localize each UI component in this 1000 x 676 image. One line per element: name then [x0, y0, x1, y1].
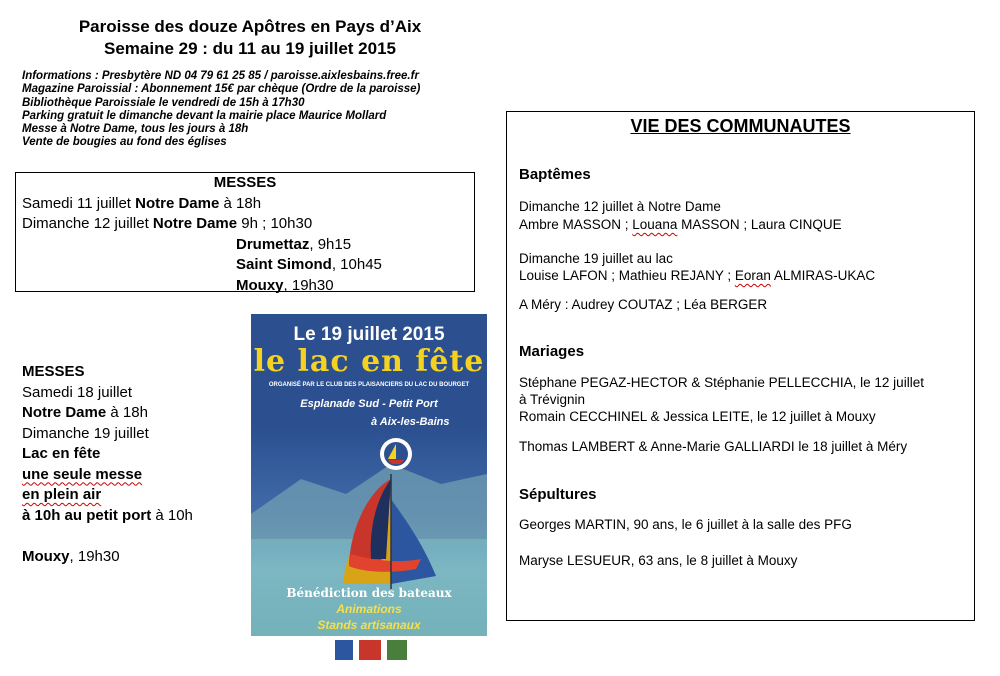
poster-date: Le 19 juillet 2015: [293, 324, 445, 345]
poster-city: à Aix-les-Bains: [371, 416, 450, 428]
sepulture-line: Maryse LESUEUR, 63 ans, le 8 juillet à Mouxy: [519, 553, 798, 568]
info-line: Vente de bougies au fond des églises: [22, 136, 227, 149]
vie-communautes-box: [506, 111, 975, 621]
mariage-line: à Trévignin: [519, 392, 586, 407]
mariage-line: Romain CECCHINEL & Jessica LEITE, le 12 juillet à Mouxy: [519, 409, 876, 424]
mass-line: à 10h au petit port à 10h: [22, 506, 193, 524]
parish-title: Paroisse des douze Apôtres en Pays d’Aix: [78, 17, 422, 36]
info-block: [22, 70, 420, 150]
poster-blessing: Bénédiction des bateaux: [286, 586, 452, 600]
mariage-line: Thomas LAMBERT & Anne-Marie GALLIARDI le 18 juillet à Méry: [519, 439, 908, 454]
bapteme-line: Ambre MASSON ; Louana MASSON ; Laura CINQUE: [519, 217, 842, 232]
info-line: Informations : Presbytère ND 04 79 61 25 85 / paroisse.aixlesbains.free.fr: [22, 70, 419, 82]
mass-line: en plein air: [22, 486, 102, 503]
mass-line: une seule messe: [22, 465, 143, 483]
mass-line: Lac en fête: [22, 445, 101, 462]
mariage-line: Stéphane PEGAZ-HECTOR & Stéphanie PELLECCHIA, le 12 juillet: [519, 375, 924, 390]
info-line: Bibliothèque Paroissiale le vendredi de 15h à 17h30: [22, 96, 305, 109]
mass-line: Samedi 18 juillet: [22, 383, 133, 401]
bapteme-line: Louise LAFON ; Mathieu REJANY ; Eoran ALMIRAS-UKAC: [519, 268, 876, 283]
poster-stands: Stands artisanaux: [317, 618, 421, 632]
messes-heading: MESSES: [213, 174, 277, 191]
mass-line: Mouxy, 19h30: [22, 547, 120, 565]
mass-line: Dimanche 19 juillet: [22, 424, 149, 442]
mass-line: Dimanche 12 juillet Notre Dame 9h ; 10h30: [22, 215, 313, 232]
messes-week2: [22, 362, 193, 567]
messes-heading: MESSES: [22, 363, 85, 380]
mass-line: Drumettaz, 9h15: [236, 235, 352, 253]
poster-place: Esplanade Sud - Petit Port: [300, 398, 438, 410]
info-line: Magazine Paroissial : Abonnement 15€ par chèque (Ordre de la paroisse): [22, 83, 421, 96]
mass-line: Notre Dame à 18h: [22, 404, 148, 421]
mariages-heading: Mariages: [519, 343, 585, 360]
info-line: Messe à Notre Dame, tous les jours à 18h: [22, 123, 249, 136]
bapteme-line: Dimanche 19 juillet au lac: [519, 251, 673, 266]
sepulture-line: Georges MARTIN, 90 ans, le 6 juillet à la salle des PFG: [519, 517, 852, 532]
bapteme-line: Dimanche 12 juillet à Notre Dame: [519, 199, 721, 214]
baptemes-heading: Baptêmes: [519, 166, 591, 183]
communautes-title: VIE DES COMMUNAUTES: [630, 116, 851, 136]
bapteme-line: A Méry : Audrey COUTAZ ; Léa BERGER: [519, 297, 768, 312]
poster-organizer: ORGANISÉ PAR LE CLUB DES PLAISANCIERS DU LAC DU BOURGET: [268, 382, 470, 388]
mass-line: Saint Simond, 10h45: [236, 256, 382, 273]
lac-en-fete-poster: [251, 314, 487, 665]
mass-line: Samedi 11 juillet Notre Dame à 18h: [22, 194, 262, 212]
sepultures-heading: Sépultures: [519, 486, 597, 503]
messes-box-week1: [15, 172, 475, 292]
poster-animations: Animations: [336, 602, 402, 616]
week-subtitle: Semaine 29 : du 11 au 19 juillet 2015: [104, 39, 396, 58]
poster-title: le lac en fête: [253, 344, 485, 379]
mass-line: Mouxy, 19h30: [236, 276, 334, 294]
info-line: Parking gratuit le dimanche devant la mairie place Maurice Mollard: [22, 109, 387, 122]
